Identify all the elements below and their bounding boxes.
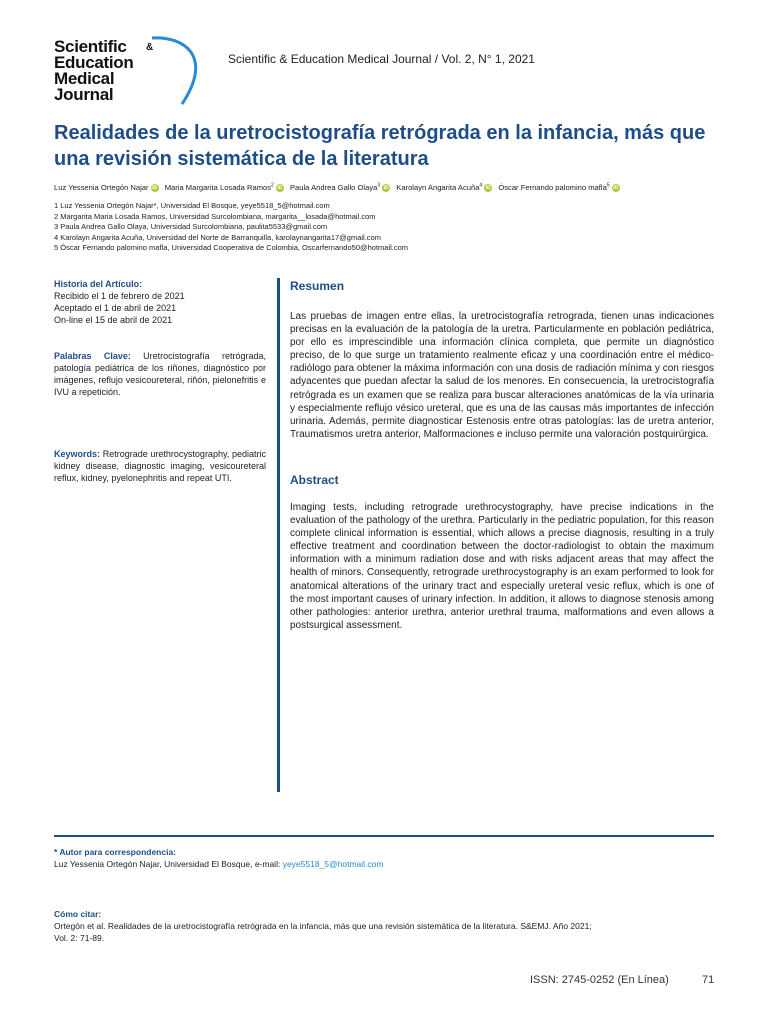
correspondence-text: Luz Yessenia Ortegón Najar, Universidad El Bosque, e-mail: (54, 859, 281, 869)
author-name: Maria Margarita Losada Ramos (164, 182, 272, 192)
logo-swoosh-icon (114, 36, 214, 108)
author-1 (54, 183, 163, 192)
author-name: Luz Yessenia Ortegón Najar (54, 182, 149, 192)
article-title: Realidades de la uretrocistografía retrógrada en la infancia, más que una revisión sistemática de la literatura (54, 122, 706, 170)
citation (54, 908, 714, 944)
affiliation-item: 5 Óscar Fernando palomino mafla, Universidad Cooperativa de Colombia, Oscarfernando50@hotmail.com (54, 243, 409, 252)
palabras-text: Uretrocistografía retrógrada, patología pediátrica de los riñones, diagnóstico por imágenes, reflujo vesicoureteral, riñón, pielonefritis e IVU a repetición. (54, 351, 266, 397)
author-name: Karolayn Angarita Acuña (396, 182, 480, 192)
history-label: Historia del Artículo: (54, 279, 143, 289)
logo-line-2: Education (54, 53, 134, 72)
author-sup: 3 (377, 182, 381, 188)
correspondence-email-link[interactable]: yeye5518_5@hotmail.com (282, 859, 384, 869)
keywords-label: Keywords: (54, 449, 101, 459)
column-divider (277, 278, 280, 792)
footer-divider (54, 835, 714, 837)
history-accepted: Aceptado el 1 de abril de 2021 (54, 303, 177, 313)
author-5 (498, 183, 623, 192)
orcid-icon[interactable]: iD (613, 184, 619, 191)
abstract-heading: Abstract (290, 473, 339, 487)
orcid-icon[interactable]: iD (152, 184, 158, 191)
author-sup: 4 (479, 182, 483, 188)
orcid-icon[interactable]: iD (485, 184, 491, 191)
author-4 (396, 183, 496, 192)
history-online: On-line el 15 de abril de 2021 (54, 315, 173, 325)
citation-line-2: Vol. 2: 71-89. (54, 933, 105, 943)
logo-line-3: Medical (54, 69, 115, 88)
author-name: Paula Andrea Gallo Olaya (289, 182, 378, 192)
author-name: Óscar Fernando palomino mafla (498, 182, 607, 192)
affiliation-item: 2 Margarita Maria Losada Ramos, Universidad Surcolombiana, margarita__losada@hotmail.com (54, 211, 376, 221)
logo-line-4: Journal (54, 85, 114, 104)
author-sup: 2 (271, 182, 274, 188)
correspondence (54, 846, 714, 870)
correspondence-label: * Autor para correspondencia: (54, 847, 177, 857)
page-number: 71 (702, 974, 715, 986)
issn: ISSN: 2745-0252 (En Línea) (530, 974, 669, 986)
resumen-text: Las pruebas de imagen entre ellas, la uretrocistografía retrograda, tienen unas indicaciones precisas en la evaluación de la patología de la uretra. Particularmente en población pediátrica, por ello es imprescindible una información clínica completa, que permite un diagnóstico preciso, de lo que surge un tratamiento realmente eficaz y una coordinación entre el médico-radiólogo para obtener la máxima información con una dosis de radiación mínima y con riesgos adyacentes que puedan afectar la salud de los menores. En consecuencia, la uretrocistografía retrógrada es un examen que se realiza para buscar alteraciones anatómicas de la vía urinaria y especialmente reflujo vésico ureteral, que es una de las causas más importantes de infección urinaria. Además, permite diagnosticar Estenosis entre otras patologías: las de uretra anterior, Traumatismos uretra anterior, Malformaciones e incluso permite una valoración postquirúrgica. (290, 311, 714, 440)
citation-line-1: Ortegón et al. Realidades de la uretrocistografía retrógrada en la infancia, más que una revisión sistemática de la literatura. S&EMJ. Año 2021; (54, 921, 592, 931)
palabras-clave (54, 350, 266, 398)
article-history (54, 278, 266, 326)
author-list (54, 182, 744, 192)
resumen-heading: Resumen (290, 279, 345, 293)
orcid-icon[interactable]: iD (383, 184, 389, 191)
orcid-icon[interactable]: iD (277, 184, 283, 191)
abstract-text: Imaging tests, including retrograde urethrocystography, have precise indications in the evaluation of the pathology of the urethra. Particularly in the pediatric population, for this reason complete clinical information is essential, which allows a precise diagnosis, resulting in a truly effective treatment and coordination between the doctor-radiologist to obtain the maximum information with a minimum radiation dose and with risks adjacent areas that may affect the health of minors. Consequently, retrograde urethrocystography is an exam performed to look for anatomical alterations of the urinary tract and especially ureteral vesic reflux, which is one of the most important causes of urinary infection. In addition, it allows to diagnose stenosis among other pathologies: anterior urethra, anterior urethral trauma, malformations and even allows a postsurgical assessment. (290, 502, 714, 631)
affiliation-list (54, 201, 654, 254)
affiliation-item: 1 Luz Yessenia Ortegón Najar*, Universidad El Bosque, yeye5518_5@hotmail.com (54, 201, 330, 210)
history-received: Recibido el 1 de febrero de 2021 (54, 291, 185, 301)
keywords-text: Retrograde urethrocystography, pediatric kidney disease, diagnostic imaging, vesicoureteral reflux, kidney, pyelonephritis and repeat UTI. (54, 449, 266, 483)
author-3 (290, 183, 394, 192)
logo-ampersand: & (146, 42, 154, 53)
citation-label: Cómo citar: (54, 909, 102, 919)
journal-header: Scientific & Education Medical Journal / Vol. 2, N° 1, 2021 (228, 52, 535, 66)
keywords (54, 448, 266, 484)
affiliation-item: 4 Karolayn Angarita Acuña, Universidad del Norte de Barranquilla, karolaynangarita17@gmail.com (54, 232, 381, 242)
author-sup: 5 (606, 182, 610, 188)
journal-logo (54, 38, 174, 108)
logo-line-1: Scientific (54, 37, 127, 56)
palabras-label: Palabras Clave: (54, 351, 131, 361)
correspondence-line (54, 858, 714, 870)
author-2 (165, 183, 288, 192)
affiliation-item: 3 Paula Andrea Gallo Olaya, Universidad Surcolombiana, paulita5533@gmail.com (54, 222, 328, 231)
